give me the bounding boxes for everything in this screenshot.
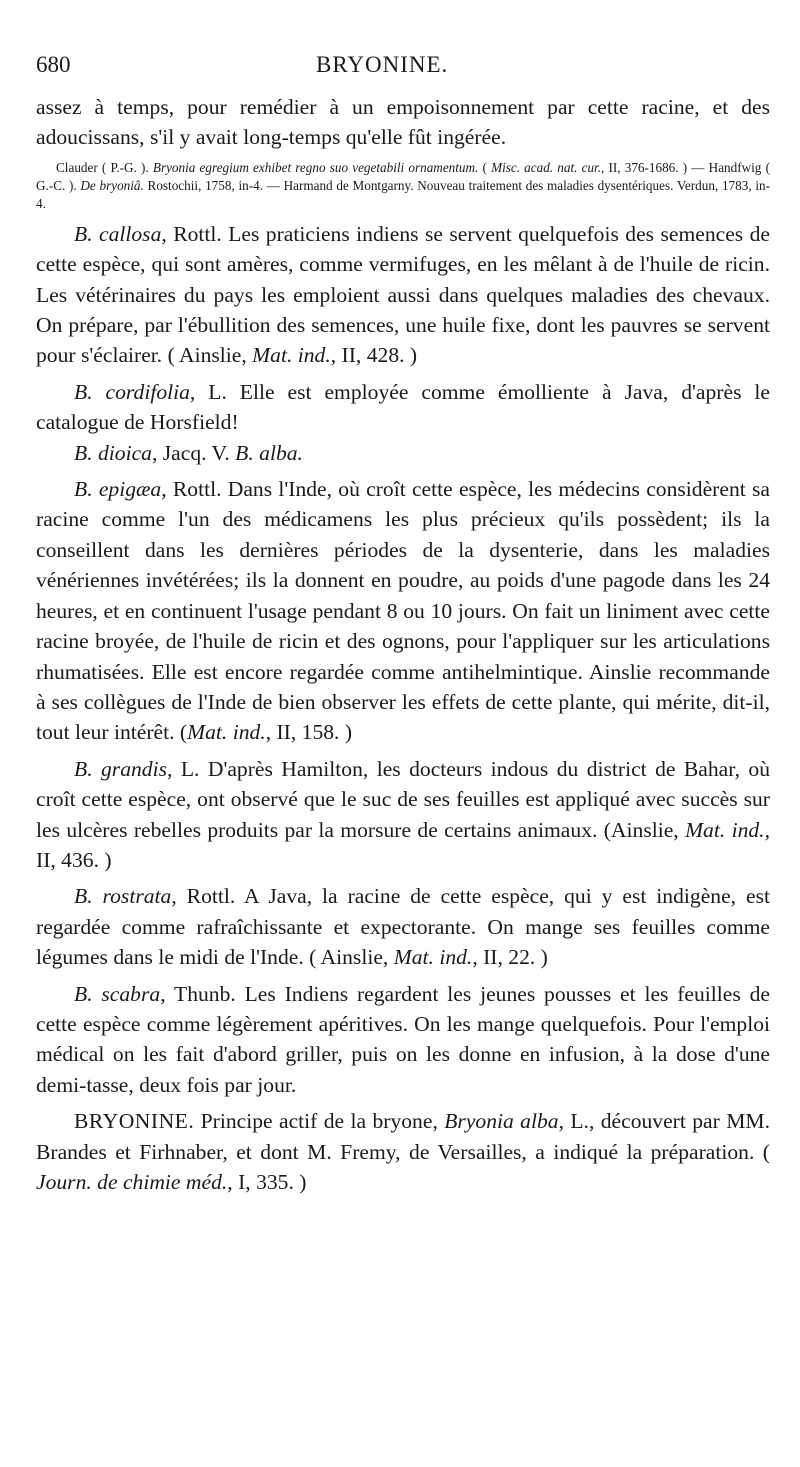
entry-end-grandis: , II, 436. ) xyxy=(36,817,770,872)
entry-text-grandis: , L. D'après Hamilton, les docteurs indous du district de Bahar, où croît cette espèce, ont observé que le suc de ses feuilles est appliqué avec succès sur les ulcères rebelles produits par la morsure de certains animaux. (Ainslie, xyxy=(36,756,771,842)
species-name-grandis: B. grandis xyxy=(74,756,168,781)
ref-title-2: Misc. acad. nat. cur. xyxy=(491,159,602,175)
species-name-cordifolia: B. cordifolia xyxy=(74,379,190,404)
entry-text-rostrata: , Rottl. A Java, la racine de cette espèce, qui y est indigène, est regardée comme rafraîchissante et expectorante. On mange ses feuilles comme légumes dans le midi de l'Inde. ( Ainslie, xyxy=(36,884,770,970)
entry-dioica xyxy=(36,438,770,468)
species-name-scabra: B. scabra xyxy=(74,981,161,1006)
entry-end-rostrata: , II, 22. ) xyxy=(472,945,548,970)
species-name-dioica: B. dioica xyxy=(74,440,152,465)
intro-text: assez à temps, pour remédier à un empoisonnement par cette racine, et des adoucissans, s'il y avait long-temps qu'elle fût ingérée. xyxy=(36,95,770,150)
entry-text2-bryonine: , L., découvert par MM. Brandes et Firhnaber, et dont M. Fremy, de Versailles, a indiqué la préparation. ( xyxy=(36,1109,770,1164)
entry-ref-dioica: B. alba. xyxy=(235,440,303,465)
entry-ref-rostrata: Mat. ind. xyxy=(393,945,473,970)
running-head: BRYONINE. xyxy=(316,52,449,77)
ref-title-3: De bryoniâ. xyxy=(80,177,144,193)
entry-end-callosa: , II, 428. ) xyxy=(330,343,418,368)
entry-bryonine xyxy=(36,1106,770,1197)
ref-title-1: Bryonia egregium exhibet regno suo vegetabili ornamentum. xyxy=(152,159,479,175)
bibliography-references xyxy=(36,159,770,213)
entry-grandis xyxy=(36,754,770,876)
headword-bryonine: BRYONINE. xyxy=(74,1109,195,1134)
entry-epigaea xyxy=(36,474,770,748)
ref-part-4: Rostochii, 1758, in-4. — Harmand de Montgarny. Nouveau traitement des maladies dysentériques. Verdun, 1783, in-4. xyxy=(36,177,770,211)
entry-ref-epigaea: Mat. ind. xyxy=(187,720,266,745)
entry-end-bryonine: , I, 335. ) xyxy=(227,1170,307,1194)
entry-text-scabra: , Thunb. Les Indiens regardent les jeunes pousses et les feuilles de cette espèce comme légèrement apéritives. On les mange quelquefois. Pour l'emploi médical on les fait d'abord griller, puis on les donne en infusion, à la dose d'une demi-tasse, deux fois par jour. xyxy=(36,981,770,1097)
entry-callosa xyxy=(36,219,770,371)
species-name-callosa: B. callosa xyxy=(74,221,162,246)
ref-part-2: ( xyxy=(478,159,492,175)
species-bryonia-alba: Bryonia alba xyxy=(444,1109,559,1134)
entry-ref-callosa: Mat. ind. xyxy=(252,343,331,368)
species-name-rostrata: B. rostrata xyxy=(74,884,172,909)
entry-scabra xyxy=(36,979,770,1101)
page-header xyxy=(36,52,770,92)
entry-cordifolia xyxy=(36,377,770,438)
entry-text-callosa: , Rottl. Les praticiens indiens se servent quelquefois des semences de cette espèce, qui sont amères, comme vermifuges, en les mêlant à de l'huile de ricin. Les vétérinaires du pays les emploient aussi dans quelques maladies des chevaux. On prépare, par l'ébullition des semences, une huile fixe, dont les pauvres se servent pour s'éclairer. ( Ainslie, xyxy=(36,221,771,368)
intro-paragraph xyxy=(36,92,770,153)
species-name-epigaea: B. epigæa xyxy=(74,477,162,502)
entry-ref-grandis: Mat. ind. xyxy=(685,817,765,842)
entry-text-bryonine: Principe actif de la bryone, xyxy=(194,1109,445,1134)
entry-text-dioica: , Jacq. V. xyxy=(151,440,236,465)
entry-text-cordifolia: , L. Elle est employée comme émolliente à Java, d'après le catalogue de Horsfield! xyxy=(36,379,771,435)
ref-part-1: Clauder ( P.-G. ). xyxy=(56,159,153,175)
entry-ref-bryonine: Journ. de chimie méd. xyxy=(36,1170,228,1194)
ref-part-3: , II, 376-1686. ) — Handfwig ( G.-C. ). xyxy=(36,159,770,193)
entry-end-epigaea: , II, 158. ) xyxy=(265,720,353,745)
entry-rostrata xyxy=(36,881,770,972)
entry-text-epigaea: , Rottl. Dans l'Inde, où croît cette espèce, les médecins considèrent sa racine comme l'un des médicamens les plus précieux qu'ils possèdent; ils la conseillent dans les dernières périodes de la dysenterie, dans les maladies vénériennes invétérées; ils la donnent en poudre, au poids d'une pagode dans les 24 heures, et en continuent l'usage pendant 8 ou 10 jours. On fait un liniment avec cette racine broyée, de l'huile de ricin et des ognons, pour l'appliquer sur les articulations rhumatisées. Elle est encore regardée comme antihelmintique. Ainslie recommande à ses collègues de l'Inde de bien observer les effets de cette plante, qui mérite, dit-il, tout leur intérêt. ( xyxy=(36,477,770,745)
page-number: 680 xyxy=(36,52,71,77)
